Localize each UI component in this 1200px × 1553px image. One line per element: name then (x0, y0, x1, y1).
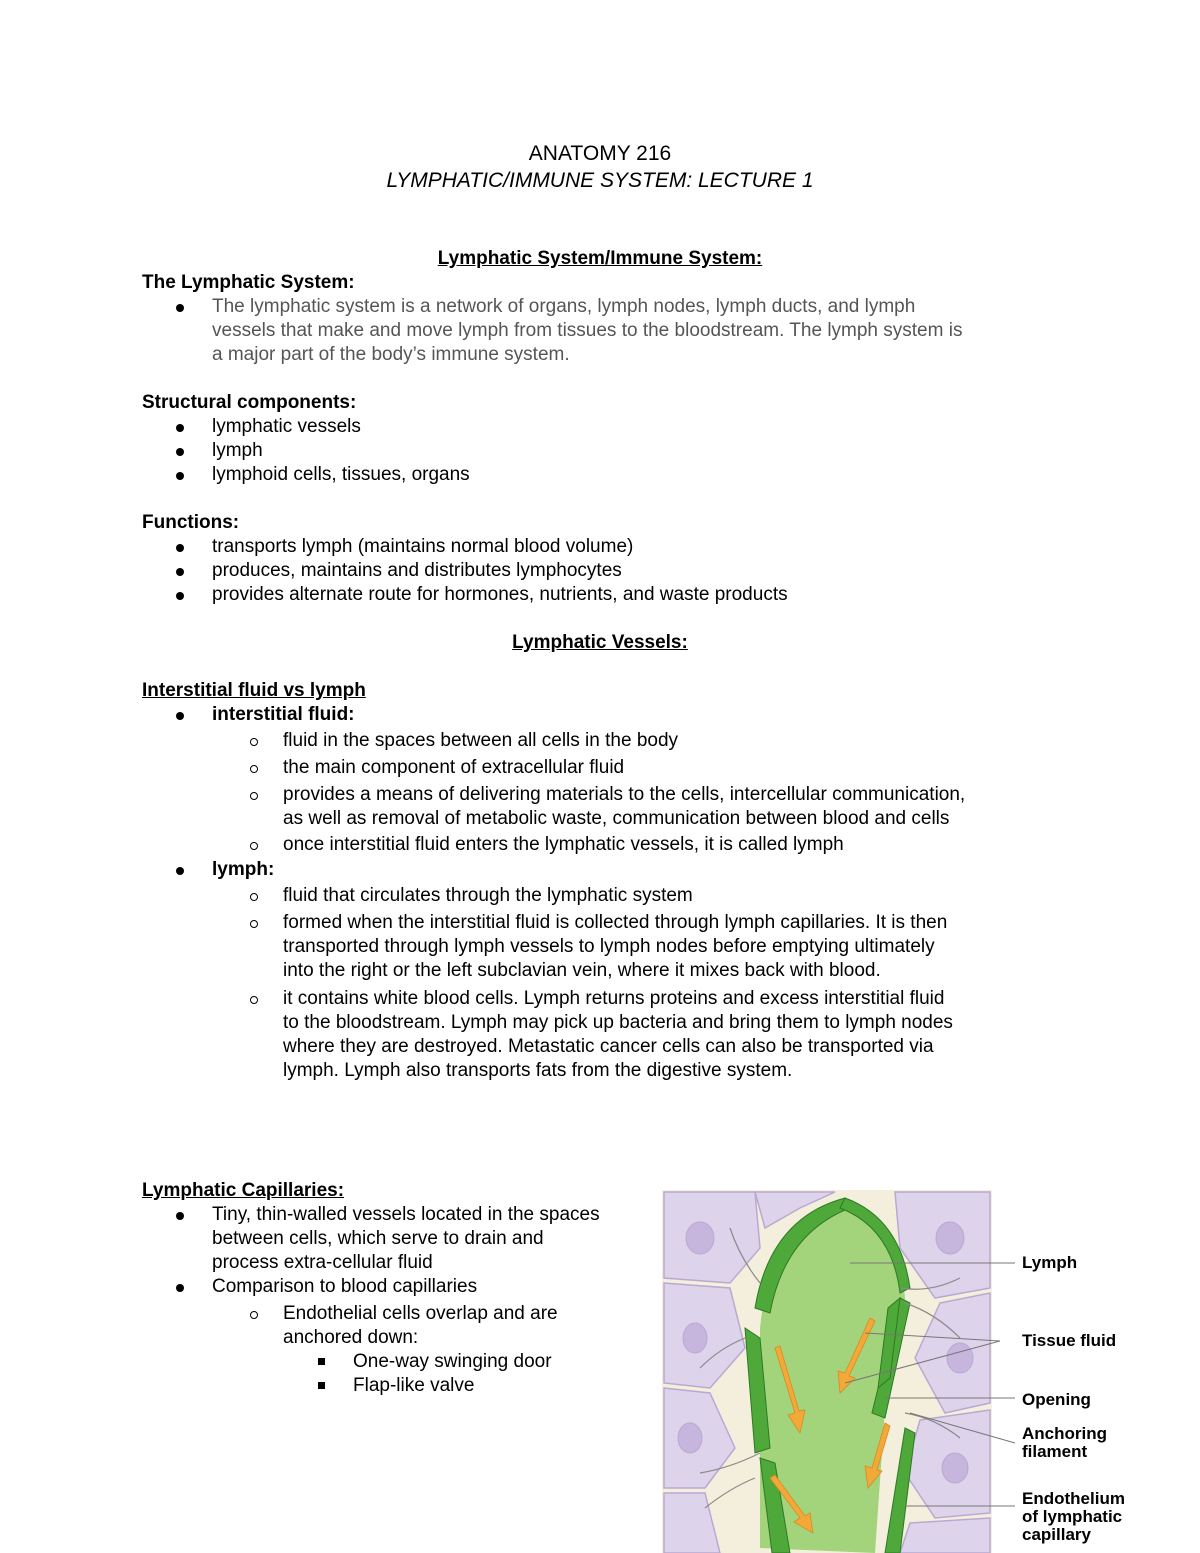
label-anchoring-filament-line2: filament (1022, 1442, 1088, 1461)
heading-functions: Functions: (142, 512, 240, 533)
list-item-line: between cells, which serve to drain and (212, 1228, 544, 1249)
sub-item-line: fluid that circulates through the lymphatic system (283, 885, 693, 906)
bullet (176, 448, 184, 456)
doc-subtitle: LYMPHATIC/IMMUNE SYSTEM: LECTURE 1 (386, 169, 814, 192)
heading-lymphatic-capillaries: Lymphatic Capillaries: (142, 1180, 345, 1201)
sub-item-line: provides a means of delivering materials to the cells, intercellular communication, (283, 784, 966, 805)
list-item: lymph (212, 440, 263, 461)
label-opening: Opening (1022, 1390, 1091, 1409)
list-item: Comparison to blood capillaries (212, 1276, 478, 1297)
sub-item-line: to the bloodstream. Lymph may pick up bacteria and bring them to lymph nodes (283, 1012, 953, 1033)
list-item: lymphoid cells, tissues, organs (212, 464, 470, 485)
bullet (176, 424, 184, 432)
section-heading-lymphatic-immune: Lymphatic System/Immune System: (437, 248, 763, 269)
sub-bullet (250, 996, 258, 1004)
label-endothelium-line3: capillary (1022, 1525, 1091, 1544)
sub-bullet (250, 1311, 258, 1319)
list-item: lymphatic vessels (212, 416, 361, 437)
sub-item-line: it contains white blood cells. Lymph returns proteins and excess interstitial fluid (283, 988, 945, 1009)
paragraph-line: vessels that make and move lymph from tissues to the bloodstream. The lymph system is (212, 320, 963, 341)
sub-item-line: anchored down: (283, 1327, 419, 1348)
list-item: transports lymph (maintains normal blood volume) (212, 536, 634, 557)
sub-bullet (250, 893, 258, 901)
heading-interstitial-vs-lymph: Interstitial fluid vs lymph (142, 680, 366, 701)
bullet (176, 472, 184, 480)
sub-item-line: where they are destroyed. Metastatic cancer cells can also be transported via (283, 1036, 934, 1057)
sub-item-line: Endothelial cells overlap and are (283, 1303, 558, 1324)
list-item-interstitial-fluid: interstitial fluid: (212, 704, 355, 725)
square-bullet (318, 1382, 325, 1389)
list-item: produces, maintains and distributes lymphocytes (212, 560, 622, 581)
bullet (176, 1212, 184, 1220)
label-anchoring-filament-line1: Anchoring (1022, 1424, 1107, 1443)
sub-item-line: as well as removal of metabolic waste, communication between blood and cells (283, 808, 950, 829)
list-item-line: Tiny, thin-walled vessels located in the spaces (212, 1204, 600, 1225)
sub-item-line: once interstitial fluid enters the lymphatic vessels, it is called lymph (283, 834, 844, 855)
sub-bullet (250, 792, 258, 800)
doc-title: ANATOMY 216 (528, 142, 672, 165)
sub-bullet (250, 842, 258, 850)
heading-structural-components: Structural components: (142, 392, 357, 413)
paragraph-line: The lymphatic system is a network of organs, lymph nodes, lymph ducts, and lymph (212, 296, 916, 317)
square-bullet (318, 1358, 325, 1365)
sub-bullet (250, 738, 258, 746)
label-tissue-fluid: Tissue fluid (1022, 1331, 1117, 1350)
sub-item-line: fluid in the spaces between all cells in the body (283, 730, 679, 751)
sub-sub-item: Flap-like valve (353, 1375, 475, 1396)
bullet (176, 544, 184, 552)
bullet (176, 304, 184, 312)
label-endothelium-line1: Endothelium (1022, 1489, 1125, 1508)
paragraph-line: a major part of the body’s immune system. (212, 344, 570, 365)
label-endothelium-line2: of lymphatic (1022, 1507, 1123, 1526)
sub-bullet (250, 920, 258, 928)
sub-item-line: the main component of extracellular fluid (283, 757, 625, 778)
list-item: provides alternate route for hormones, nutrients, and waste products (212, 584, 788, 605)
bullet (176, 592, 184, 600)
sub-bullet (250, 765, 258, 773)
list-item-lymph: lymph: (212, 859, 275, 880)
bullet (176, 867, 184, 875)
section-heading-lymphatic-vessels: Lymphatic Vessels: (512, 632, 688, 653)
list-item-line: process extra-cellular fluid (212, 1252, 433, 1273)
lymphatic-capillary-figure (660, 1188, 1152, 1553)
heading-lymphatic-system: The Lymphatic System: (142, 272, 355, 293)
sub-item-line: transported through lymph vessels to lymph nodes before emptying ultimately (283, 936, 935, 957)
sub-item-line: lymph. Lymph also transports fats from the digestive system. (283, 1060, 793, 1081)
bullet (176, 712, 184, 720)
label-lymph: Lymph (1022, 1253, 1078, 1272)
sub-item-line: formed when the interstitial fluid is collected through lymph capillaries. It is then (283, 912, 948, 933)
bullet (176, 568, 184, 576)
sub-sub-item: One-way swinging door (353, 1351, 552, 1372)
sub-item-line: into the right or the left subclavian vein, where it mixes back with blood. (283, 960, 881, 981)
bullet (176, 1284, 184, 1292)
